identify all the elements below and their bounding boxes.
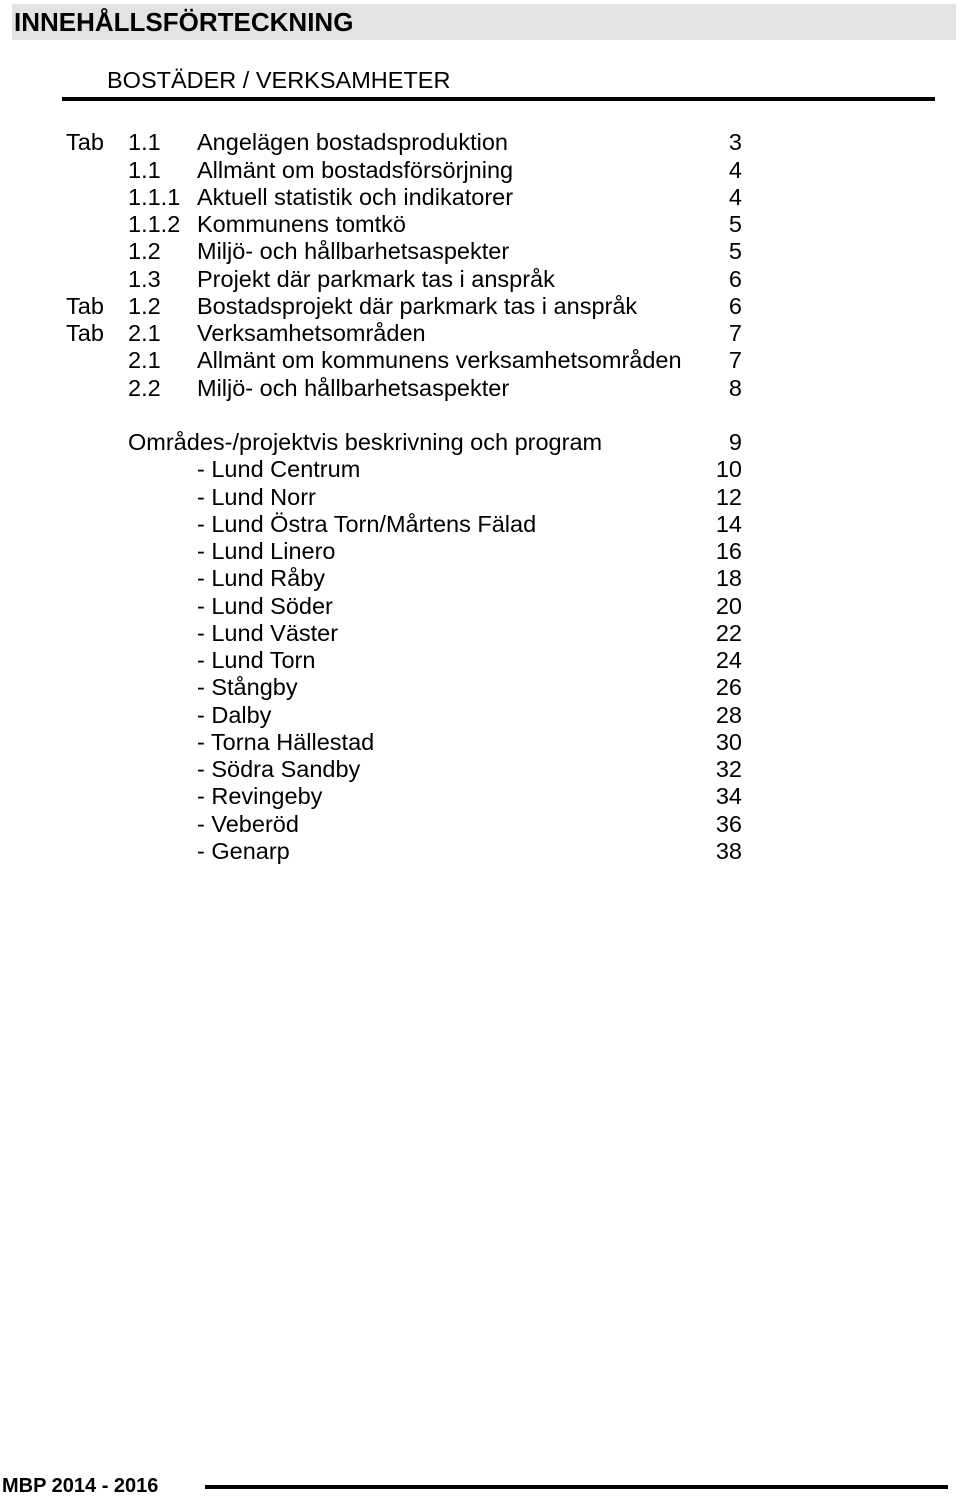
toc-entry-number: 2.2 (128, 374, 161, 401)
area-program-page: 32 (715, 756, 742, 783)
area-program-page: 22 (715, 619, 742, 646)
area-program-title: - Lund Norr (197, 483, 316, 510)
toc-entry-title: Kommunens tomtkö (197, 211, 406, 238)
section-divider (62, 97, 935, 101)
area-program-item (0, 838, 742, 865)
toc-entry-number: 2.1 (128, 347, 161, 374)
toc-entry-number: 2.1 (128, 320, 161, 347)
toc-entry-number: 1.3 (128, 265, 161, 292)
toc-entry-title: Verksamhetsområden (197, 320, 426, 347)
toc-entry-title: Allmänt om bostadsförsörjning (197, 156, 514, 183)
area-program-page: 24 (715, 647, 742, 674)
area-program-page: 36 (715, 810, 742, 837)
area-program-title: - Lund Väster (197, 619, 339, 646)
area-programs-heading (0, 429, 742, 456)
toc-entry (0, 238, 742, 265)
toc-entry-title: Miljö- och hållbarhetsaspekter (197, 238, 510, 265)
area-program-title: - Veberöd (197, 810, 299, 837)
area-program-page: 38 (715, 837, 742, 864)
toc-entry-title: Allmänt om kommunens verksamhetsområden (197, 347, 682, 374)
toc-entry-page: 6 (728, 265, 742, 292)
area-program-item (0, 565, 742, 592)
table-of-contents (0, 129, 742, 865)
area-program-item (0, 647, 742, 674)
area-program-page: 28 (715, 701, 742, 728)
area-program-title: - Stångby (197, 674, 298, 701)
area-program-title: - Södra Sandby (197, 756, 361, 783)
area-program-item (0, 456, 742, 483)
toc-entry-page: 5 (728, 211, 742, 238)
area-program-title: - Lund Östra Torn/Mårtens Fälad (197, 510, 537, 537)
area-program-title: - Lund Torn (197, 647, 316, 674)
area-program-title: - Lund Centrum (197, 456, 361, 483)
section-heading: BOSTÄDER / VERKSAMHETER (107, 67, 451, 93)
area-program-item (0, 674, 742, 701)
area-program-page: 14 (715, 510, 742, 537)
area-program-page: 12 (715, 483, 742, 510)
toc-entry-page: 8 (728, 374, 742, 401)
footer-label: MBP 2014 - 2016 (2, 1475, 159, 1497)
toc-entry-number: 1.1.1 (128, 183, 181, 210)
toc-entry-prefix: Tab (66, 320, 104, 347)
toc-entry-page: 4 (728, 156, 742, 183)
area-program-title: - Lund Råby (197, 565, 326, 592)
area-program-title: - Lund Söder (197, 592, 333, 619)
toc-entry-title: Projekt där parkmark tas i anspråk (197, 265, 555, 292)
toc-entry-title: Miljö- och hållbarhetsaspekter (197, 374, 510, 401)
area-programs-title: Områdes-/projektvis beskrivning och program (128, 429, 603, 456)
area-program-item (0, 702, 742, 729)
area-program-item (0, 484, 742, 511)
toc-entry-number: 1.1 (128, 156, 161, 183)
toc-entry-prefix: Tab (66, 292, 104, 319)
area-program-page: 34 (715, 783, 742, 810)
toc-entry-page: 4 (728, 183, 742, 210)
toc-entry-number: 1.2 (128, 238, 161, 265)
toc-entry (0, 375, 742, 402)
page-title: INNEHÅLLSFÖRTECKNING (14, 7, 354, 37)
area-program-title: - Dalby (197, 701, 272, 728)
area-program-item (0, 783, 742, 810)
toc-header-bar (12, 4, 956, 40)
toc-entry-number: 1.2 (128, 292, 161, 319)
toc-entry (0, 184, 742, 211)
toc-entry-title: Bostadsprojekt där parkmark tas i anspråk (197, 292, 638, 319)
area-program-item (0, 811, 742, 838)
toc-entry (0, 293, 742, 320)
area-program-title: - Lund Linero (197, 538, 336, 565)
toc-entry (0, 211, 742, 238)
area-program-item (0, 593, 742, 620)
toc-entries-list (0, 129, 742, 402)
area-program-page: 18 (715, 565, 742, 592)
area-program-item (0, 511, 742, 538)
toc-entry-prefix: Tab (66, 129, 104, 156)
area-programs-list (0, 429, 742, 865)
toc-entry-page: 7 (728, 347, 742, 374)
toc-entry-number: 1.1.2 (128, 211, 181, 238)
toc-entry (0, 347, 742, 374)
area-program-page: 16 (715, 538, 742, 565)
toc-entry-page: 7 (728, 320, 742, 347)
toc-entry (0, 129, 742, 156)
toc-entry (0, 320, 742, 347)
toc-entry-page: 5 (728, 238, 742, 265)
area-program-page: 20 (715, 592, 742, 619)
toc-entry-page: 6 (728, 292, 742, 319)
toc-entry (0, 266, 742, 293)
area-program-title: - Torna Hällestad (197, 728, 375, 755)
toc-entry (0, 157, 742, 184)
area-program-item (0, 756, 742, 783)
area-program-page: 26 (715, 674, 742, 701)
footer-divider (205, 1485, 948, 1489)
area-program-page: 30 (715, 728, 742, 755)
area-program-page: 10 (715, 456, 742, 483)
area-programs-page: 9 (728, 429, 742, 456)
area-program-item (0, 620, 742, 647)
toc-entry-title: Aktuell statistik och indikatorer (197, 183, 514, 210)
area-program-item (0, 538, 742, 565)
toc-entry-title: Angelägen bostadsproduktion (197, 129, 508, 156)
area-program-title: - Genarp (197, 837, 290, 864)
toc-entry-number: 1.1 (128, 129, 161, 156)
toc-entry-page: 3 (728, 129, 742, 156)
area-program-title: - Revingeby (197, 783, 323, 810)
area-program-item (0, 729, 742, 756)
